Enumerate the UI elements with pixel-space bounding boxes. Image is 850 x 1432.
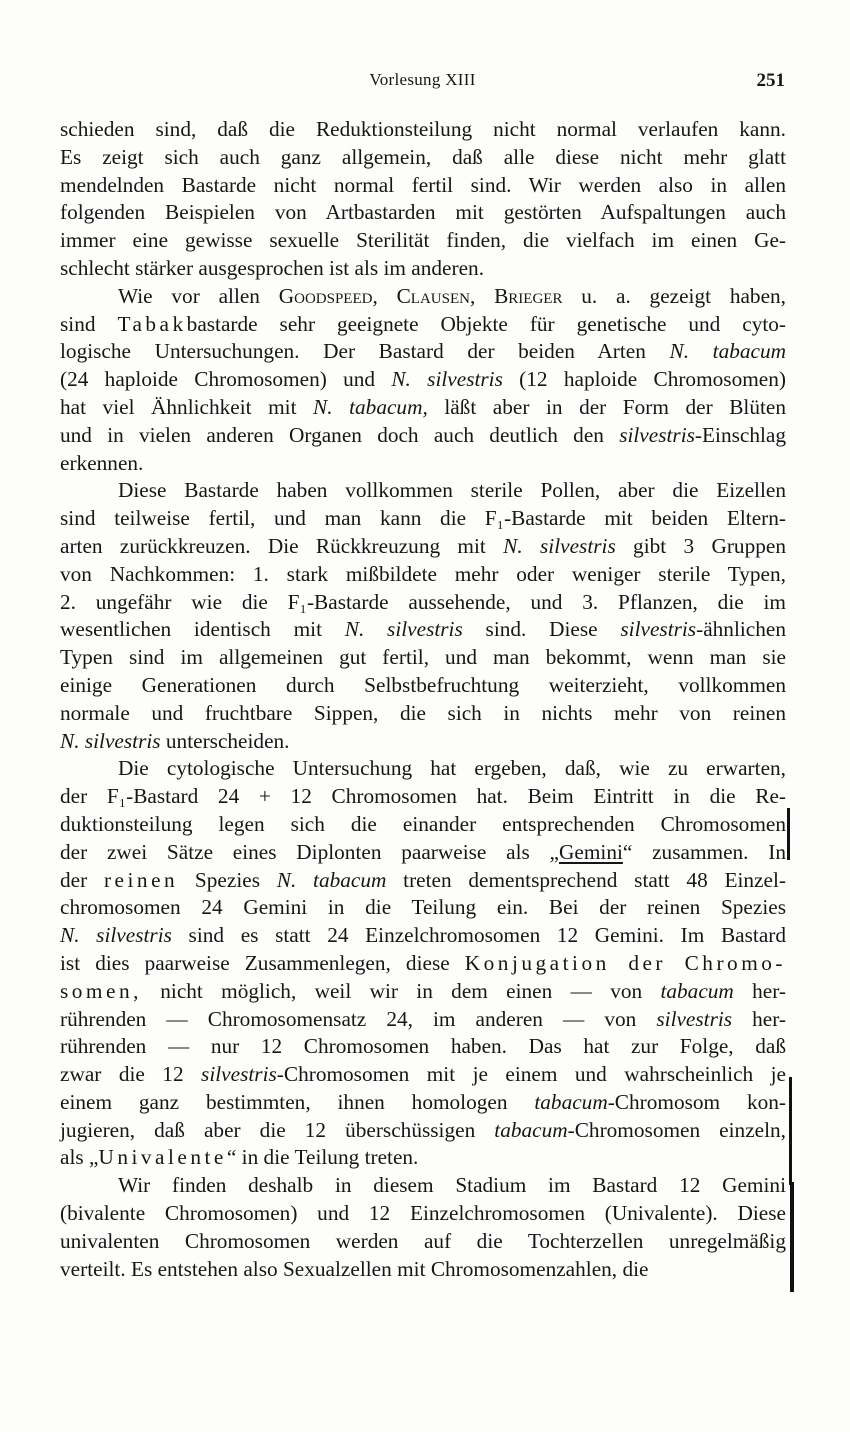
text-span: hat viel Ähnlichkeit mit [60, 394, 314, 419]
u-span: Gemini [559, 839, 623, 864]
text-span: Typen sind im allgemeinen gut fertil, und man bekommt, wenn man sie [60, 645, 786, 670]
text-span: rührenden — nur 12 Chromosomen haben. Das hat zur Folge, daß [60, 1034, 786, 1059]
text-line [60, 116, 786, 144]
text-line [60, 894, 786, 922]
text-line [60, 1089, 786, 1117]
text-span: “ zusammen. In [622, 839, 786, 864]
text-span: -Chromosomen mit je einem und wahrscheinlich je [276, 1062, 787, 1087]
text-span: sind teilweise fertil, und man kann die F₁-Bastarde mit beiden Eltern- [60, 506, 786, 531]
text-line [60, 672, 786, 700]
sp-span: Univalente [98, 1145, 227, 1170]
text-line [60, 1256, 786, 1284]
text-line [60, 1033, 786, 1061]
italic-span: N. silvestris [391, 367, 503, 392]
text-span: Diese Bastarde haben vollkommen sterile Pollen, aber die Eizellen [118, 478, 786, 503]
text-line [60, 922, 786, 950]
text-line [60, 950, 786, 978]
text-line [60, 561, 786, 589]
italic-span: N. tabacum [669, 339, 786, 364]
text-line [60, 1144, 786, 1172]
text-span: der F₁-Bastard 24 + 12 Chromosomen hat. Beim Eintritt in die Re- [60, 784, 786, 809]
text-span: unterscheiden. [160, 728, 290, 753]
text-span: immer eine gewisse sexuelle Sterilität finden, die vielfach im einen Ge- [60, 228, 786, 253]
text-span: normale und fruchtbare Sippen, die sich in nichts mehr von reinen [60, 700, 786, 725]
text-span: , [469, 283, 495, 308]
text-span: zwar die 12 [60, 1062, 202, 1087]
text-span: schlecht stärker ausgesprochen ist als im anderen. [60, 255, 485, 280]
text-line [60, 505, 786, 533]
text-span: einige Generationen durch Selbstbefruchtung weiterzieht, vollkommen [60, 672, 786, 697]
text-span: , [372, 283, 397, 308]
text-line [60, 311, 786, 339]
text-span: der zwei Sätze eines Diplonten paarweise als „ [60, 839, 559, 864]
text-line [60, 477, 786, 505]
text-line [60, 144, 786, 172]
text-line [60, 811, 786, 839]
text-line [60, 199, 786, 227]
text-span: der [60, 867, 104, 892]
text-span: schieden sind, daß die Reduktionsteilung nicht normal verlaufen kann. [60, 117, 786, 141]
text-line [60, 783, 786, 811]
text-line [60, 227, 786, 255]
text-line [60, 338, 786, 366]
text-span: 2. ungefähr wie die F₁-Bastarde aussehende, und 3. Pflanzen, die im [60, 589, 786, 614]
text-span: gibt 3 Gruppen [615, 533, 786, 558]
text-line [60, 1006, 786, 1034]
text-line [60, 1200, 786, 1228]
text-span: “ in die Teilung treten. [226, 1145, 419, 1170]
text-line [60, 1061, 786, 1089]
text-span: einem ganz bestimmten, ihnen homologen [60, 1089, 535, 1114]
text-line [60, 978, 786, 1006]
text-span: folgenden Beispielen von Artbastarden mit gestörten Aufspaltungen auch [60, 200, 786, 225]
italic-span: N. silvestris [60, 923, 172, 948]
text-line [60, 422, 786, 450]
italic-span: tabacum [494, 1117, 568, 1142]
text-span: arten zurückkreuzen. Die Rückkreuzung mit [60, 533, 504, 558]
italic-span: silvestris [201, 1062, 277, 1087]
italic-span: N. silvestris [503, 533, 616, 558]
text-span: -Einschlag [694, 422, 786, 447]
text-line [60, 589, 786, 617]
text-span: Es zeigt sich auch ganz allgemein, daß alle diese nicht mehr glatt [60, 144, 786, 169]
italic-span: silvestris [620, 617, 697, 642]
italic-span: N. tabacum, [313, 394, 428, 419]
text-span: -ähnlichen [696, 617, 786, 642]
text-line [60, 1117, 786, 1145]
text-line [60, 644, 786, 672]
text-span: Wir finden deshalb in diesem Stadium im Bastard 12 Gemini [118, 1173, 786, 1198]
text-line [60, 450, 786, 478]
text-span: -Chromosomen einzeln, [567, 1117, 786, 1142]
running-header [60, 70, 785, 96]
text-span: -Chromosom kon- [607, 1089, 786, 1114]
text-span: u. a. gezeigt haben, [562, 283, 786, 308]
text-line [60, 755, 786, 783]
text-line [60, 283, 786, 311]
sp-span: Tabak [117, 311, 187, 336]
margin-mark [790, 1182, 794, 1292]
text-line [60, 1172, 786, 1200]
text-span: jugieren, daß aber die 12 überschüssigen [60, 1117, 495, 1142]
text-span: Spezies [178, 867, 277, 892]
text-span: rührenden — Chromosomensatz 24, im anderen — von [60, 1006, 657, 1031]
text-line [60, 728, 786, 756]
body-text [60, 116, 786, 1283]
text-span: Wie vor allen [118, 283, 279, 308]
text-span: (24 haploide Chromosomen) und [60, 367, 392, 392]
text-line [60, 616, 786, 644]
text-span: ist dies paarweise Zusammenlegen, diese [60, 950, 465, 975]
margin-mark [789, 1077, 792, 1185]
text-span: als „ [60, 1145, 99, 1170]
text-span: sind [60, 311, 118, 336]
text-span: (12 haploide Chromosomen) [502, 367, 786, 392]
sp-span: reinen [103, 867, 179, 892]
text-span: verteilt. Es entstehen also Sexualzellen mit Chromosomenzahlen, die [60, 1256, 649, 1281]
text-span: und in vielen anderen Organen doch auch deutlich den [60, 422, 620, 447]
running-title: Vorlesung XIII [369, 70, 476, 89]
italic-span: silvestris [619, 422, 695, 447]
text-span: logische Untersuchungen. Der Bastard der beiden Arten [60, 339, 670, 364]
text-span: her- [732, 1006, 787, 1031]
text-span: her- [733, 978, 786, 1003]
text-span: erkennen. [60, 450, 144, 475]
italic-span: tabacum [534, 1089, 608, 1114]
text-span: treten dementsprechend statt 48 Einzel- [386, 867, 786, 892]
sp-span: somen, [60, 978, 142, 1003]
text-span: läßt aber in der Form der Blüten [427, 394, 786, 419]
text-span: mendelnden Bastarde nicht normal fertil sind. Wir werden also in allen [60, 172, 786, 197]
text-line [60, 867, 786, 895]
text-line [60, 839, 786, 867]
italic-span: tabacum [660, 978, 734, 1003]
italic-span: N. silvestris [60, 728, 161, 753]
page-number: 251 [756, 70, 785, 91]
text-span: wesentlichen identisch mit [60, 617, 345, 642]
text-span: sind es statt 24 Einzelchromosomen 12 Gemini. Im Bastard [171, 923, 787, 948]
text-line [60, 366, 786, 394]
text-line [60, 255, 786, 283]
text-span: chromosomen 24 Gemini in die Teilung ein. Bei der reinen Spezies [60, 895, 786, 920]
text-line [60, 700, 786, 728]
text-span: bastarde sehr geeignete Objekte für genetische und cyto- [186, 311, 787, 336]
sc-span: Goodspeed [278, 283, 373, 308]
text-span: (bivalente Chromosomen) und 12 Einzelchromosomen (Univalente). Diese [60, 1201, 786, 1226]
italic-span: N. silvestris [344, 617, 463, 642]
sp-span: Konjugation der Chromo- [464, 950, 786, 975]
sc-span: Brieger [494, 283, 563, 308]
italic-span: silvestris [656, 1006, 733, 1031]
text-span: von Nachkommen: 1. stark mißbildete mehr oder weniger sterile Typen, [60, 561, 786, 586]
margin-mark [787, 808, 790, 860]
text-line [60, 172, 786, 200]
text-line [60, 394, 786, 422]
text-span: univalenten Chromosomen werden auf die Tochterzellen unregelmäßig [60, 1228, 786, 1253]
text-span: sind. Diese [462, 617, 621, 642]
text-span: nicht möglich, weil wir in dem einen — von [141, 978, 661, 1003]
text-span: duktionsteilung legen sich die einander entsprechenden Chromosomen [60, 811, 786, 836]
italic-span: N. tabacum [276, 867, 387, 892]
text-line [60, 1228, 786, 1256]
text-span: Die cytologische Untersuchung hat ergeben, daß, wie zu erwarten, [118, 756, 786, 781]
sc-span: Clausen [396, 283, 470, 308]
text-line [60, 533, 786, 561]
